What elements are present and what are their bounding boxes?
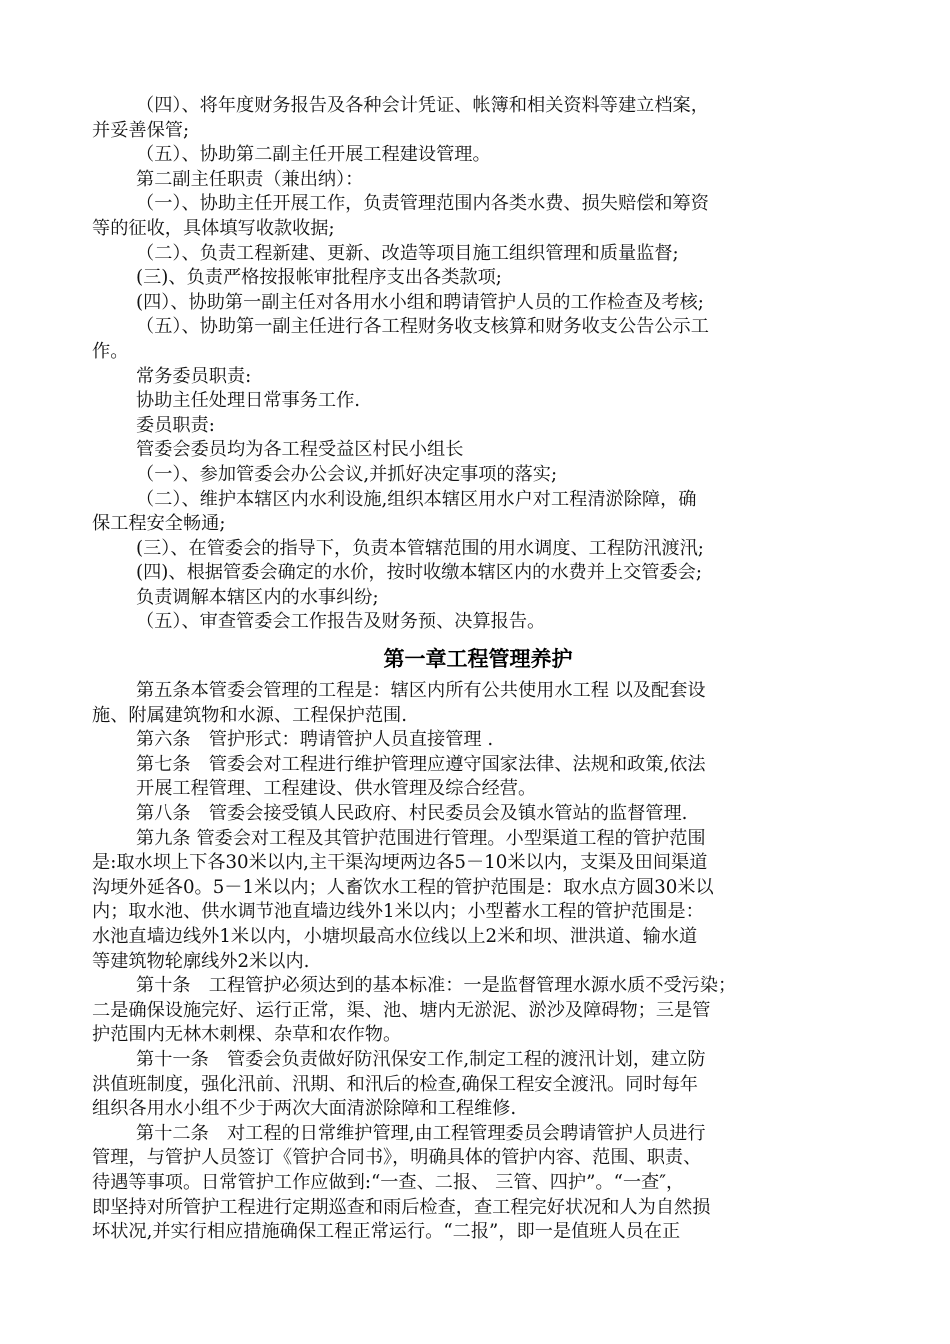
text-line: 二是确保设施完好、运行正常，渠、池、塘内无淤泥、淤沙及障碍物；三是管 [92,999,711,1021]
document-page [92,94,864,1245]
text-line: 内；取水池、供水调节池直墙边线外1米以内；小型蓄水工程的管护范围是： [92,901,704,923]
text-line: 协助主任处理日常事务工作. [136,390,361,412]
text-line: 并妥善保管; [92,119,190,141]
text-line: （五）、协助第一副主任进行各工程财务收支核算和财务收支公告公示工 [136,316,709,338]
text-line: 即坚持对所管护工程进行定期巡查和雨后检查，查工程完好状况和人为自然损 [92,1196,711,1218]
text-line: 开展工程管理、工程建设、供水管理及综合经营。 [136,778,537,800]
text-line: (四）、协助第一副主任对各用水小组和聘请管护人员的工作检查及考核; [136,291,704,313]
text-line: 是:取水坝上下各30米以内,主干渠沟埂两边各5－10米以内，支渠及田间渠道 [92,852,708,874]
text-line: 第十一条 管委会负责做好防汛保安工作,制定工程的渡汛计划，建立防 [136,1048,706,1070]
text-line: 等的征收，具体填写收款收据; [92,217,335,239]
text-line: 组织各用水小组不少于两次大面清淤除障和工程维修. [92,1098,517,1120]
chapter-heading: 第一章工程管理养护 [383,647,573,672]
text-line: 负责调解本辖区内的水事纠纷; [136,586,379,608]
text-line: 第二副主任职责（兼出纳）： [136,168,364,190]
text-line: （二）、维护本辖区内水利设施,组织本辖区用水户对工程清淤除障，确 [136,488,697,510]
text-line: 施、附属建筑物和水源、工程保护范围. [92,704,407,726]
text-line: 第八条 管委会接受镇人民政府、村民委员会及镇水管站的监督管理. [136,803,688,825]
text-line: 水池直墙边线外1米以内，小塘坝最高水位线以上2米和坝、泄洪道、输水道 [92,926,698,947]
text-line: 等建筑物轮廓线外2米以内. [92,950,310,972]
text-line: 第七条 管委会对工程进行维护管理应遵守国家法律、法规和政策,依法 [136,753,706,775]
text-line: (三）、在管委会的指导下，负责本管辖范围的用水调度、工程防汛渡汛; [136,537,704,559]
text-line: 第五条本管委会管理的工程是：辖区内所有公共使用水工程 以及配套设 [136,680,706,702]
text-line: 保工程安全畅通; [92,513,226,535]
text-line: （二）、负责工程新建、更新、改造等项目施工组织管理和质量监督; [136,242,679,264]
text-line: 常务委员职责: [136,365,252,387]
text-line: 第六条 管护形式：聘请管护人员直接管理 . [136,729,494,751]
text-line: 沟埂外延各0。5－1米以内；人畜饮水工程的管护范围是：取水点方圆30米以 [92,876,714,898]
text-line: 坏状况,并实行相应措施确保工程正常运行。“二报”，即一是值班人员在正 [92,1221,681,1243]
text-line: （五）、协助第二副主任开展工程建设管理。 [136,144,491,166]
text-line: 护范围内无林木刺棵、杂草和农作物。 [92,1024,402,1046]
text-line: （一）、协助主任开展工作，负责管理范围内各类水费、损失赔偿和筹资 [136,193,709,215]
text-line: 第九条 管委会对工程及其管护范围进行管理。小型渠道工程的管护范围 [136,827,706,849]
text-line: 委员职责: [136,414,215,436]
text-line: 管理，与管护人员签订《管护合同书》，明确具体的管护内容、范围、职责、 [92,1147,702,1169]
text-line: （五）、审查管委会工作报告及财务预、决算报告。 [136,611,546,633]
text-line: (三)、负责严格按报帐审批程序支出各类款项; [136,267,502,289]
text-line: 第十条 工程管护必须达到的基本标准：一是监督管理水源水质不受污染； [136,975,737,997]
text-line: (四)、根据管委会确定的水价，按时收缴本辖区内的水费并上交管委会; [136,562,702,584]
duties-section [92,94,864,635]
text-line: （一）、参加管委会办公会议,并抓好决定事项的落实; [136,463,558,485]
text-line: 作。 [92,340,129,362]
text-line: 待遇等事项。日常管护工作应做到:“一查、二报、 三管、四护”。“一查″， [92,1171,685,1193]
text-line: （四）、将年度财务报告及各种会计凭证、帐簿和相关资料等建立档案， [136,95,709,116]
chapter-one-section [92,679,864,1245]
text-line: 管委会委员均为各工程受益区村民小组长 [136,439,464,461]
text-line: 第十二条 对工程的日常维护管理,由工程管理委员会聘请管护人员进行 [136,1122,706,1144]
text-line: 洪值班制度，强化汛前、汛期、和汛后的检查,确保工程安全渡汛。同时每年 [92,1073,698,1095]
